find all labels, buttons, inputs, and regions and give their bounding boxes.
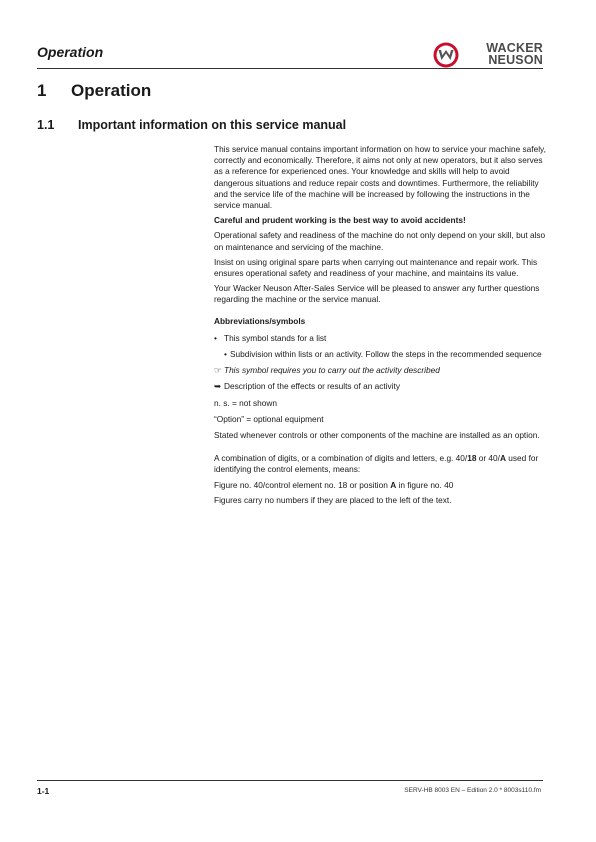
intro-paragraph: This service manual contains important information on how to service your machine safely, correctly and economically. Therefore, it aims not only at new operators, but it also serves as a reference for experienced ones. Your knowledge and skills will help to avoid dangerous situations and reduce repair costs and downtimes. Furthermore, the reliability and the service life of the machine will be increased by following the instructions in the service manual.: [214, 144, 546, 211]
figure-text-1: Figure no. 40/control element no. 18 or position: [214, 479, 391, 490]
figure-note: Figures carry no numbers if they are placed to the left of the text.: [214, 494, 452, 505]
bullet-icon: •: [214, 332, 217, 343]
header-divider: [37, 68, 543, 69]
document-reference: SERV-HB 8003 EN – Edition 2.0 * 8003s110.fm: [404, 787, 541, 794]
brand-wordmark: [471, 42, 543, 66]
figure-bold: A: [390, 479, 397, 490]
sub-list-item: [214, 349, 546, 360]
option-abbreviation: “Option” = optional equipment: [214, 413, 324, 424]
section-number: 1.1: [37, 118, 55, 132]
safety-paragraph: Operational safety and readiness of the machine do not only depend on your skill, but also on maintenance and servicing of the machine.: [214, 230, 546, 252]
combination-bold-1: 18: [467, 453, 477, 464]
body-text: [214, 144, 546, 510]
sub-list-item-text: Subdivision within lists or an activity. Follow the steps in the recommended sequence: [230, 349, 542, 360]
arrow-symbol-item: [214, 381, 546, 392]
section-title: Important information on this service manual: [78, 118, 347, 132]
pointing-hand-icon: ☞: [214, 365, 222, 376]
combination-text-1: A combination of digits, or a combination of digits and letters, e.g. 40/: [214, 453, 468, 464]
chapter-title: Operation: [71, 81, 152, 100]
result-arrow-icon: ➥: [214, 381, 221, 392]
abbreviations-heading: Abbreviations/symbols: [214, 315, 306, 326]
hand-symbol-item: [214, 365, 546, 376]
chapter-number: 1: [37, 81, 47, 100]
figure-text-2: in figure no. 40: [396, 479, 454, 490]
not-shown-abbreviation: n. s. = not shown: [214, 397, 277, 408]
section-heading: [37, 118, 346, 132]
list-item: [214, 333, 546, 344]
chapter-heading: [37, 81, 151, 101]
service-paragraph: Your Wacker Neuson After-Sales Service will be pleased to answer any further questions regarding the machine or the service manual.: [214, 283, 540, 305]
combination-bold-2: A: [499, 453, 506, 464]
spare-parts-paragraph: Insist on using original spare parts when carrying out maintenance and repair work. This ensures operational safety and readiness of your machine, and maintains its value.: [214, 256, 538, 279]
page-number: 1-1: [37, 786, 50, 796]
list-item-text: This symbol stands for a list: [224, 332, 327, 343]
header-title: Operation: [37, 44, 104, 60]
brand-line-2: NEUSON: [488, 53, 543, 67]
sub-bullet-icon: •: [224, 349, 227, 360]
arrow-symbol-text: Description of the effects or results of an activity: [224, 381, 401, 392]
brand-line-1: WACKER: [486, 41, 543, 55]
option-description: Stated whenever controls or other components of the machine are installed as an option.: [214, 430, 540, 441]
safety-warning: Careful and prudent working is the best way to avoid accidents!: [214, 215, 466, 226]
combination-paragraph: [214, 453, 546, 475]
figure-reference: [214, 480, 546, 491]
hand-symbol-text: This symbol requires you to carry out the activity described: [224, 365, 440, 376]
combination-text-2: or 40/: [476, 453, 500, 464]
combination-text-3: used for identifying the control elements, means:: [214, 453, 539, 475]
footer-divider: [37, 780, 543, 781]
